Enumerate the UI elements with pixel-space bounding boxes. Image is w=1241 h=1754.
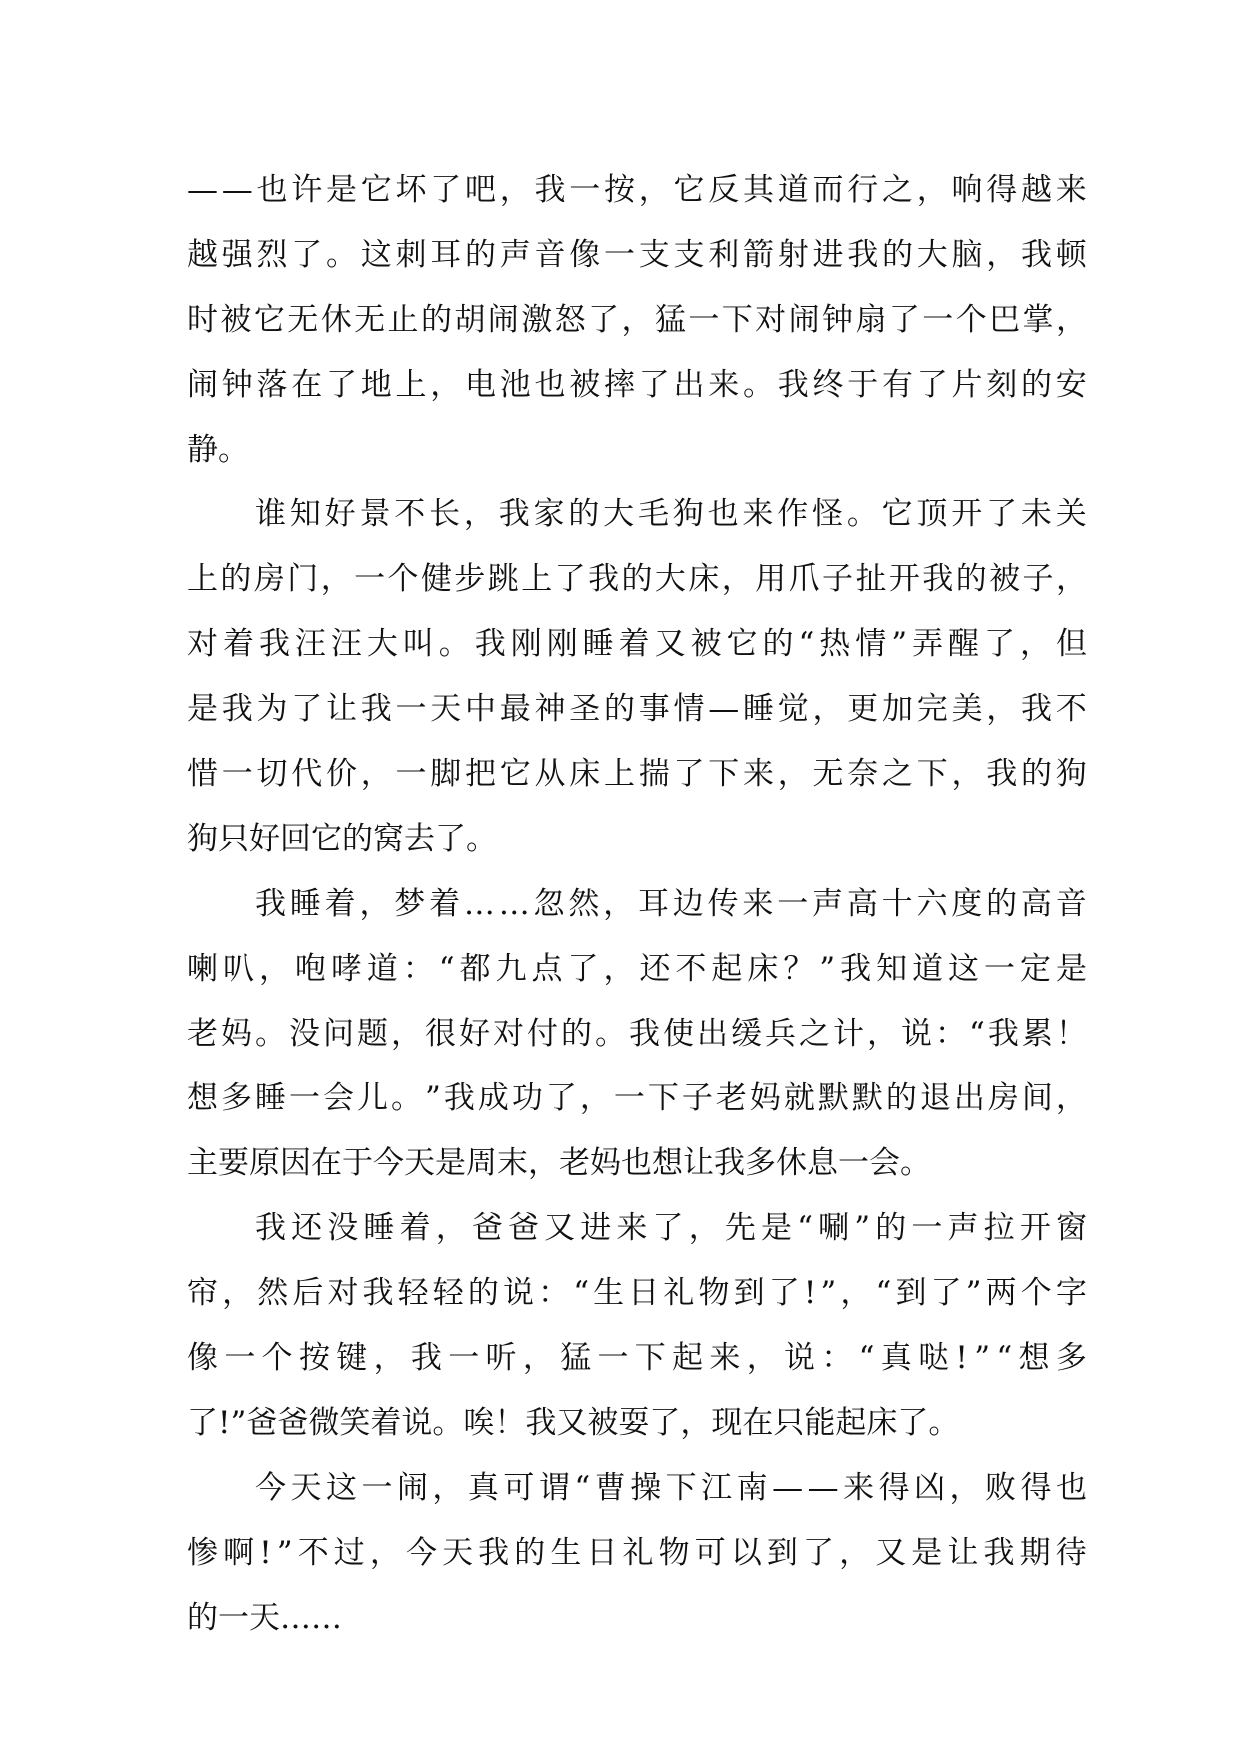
text-line: 越 强 烈 了 。 这 刺 耳 的 声 音 像 一 支 支 利 箭 射 进 我 的 大 脑 ， 我 顿 <box>187 236 1087 273</box>
text-line: 静 。 <box>187 431 249 468</box>
text-line: 想 多 睡 一 会 儿 。 ” 我 成 功 了 ， 一 下 子 老 妈 就 默 默 的 退 出 房 间 ， <box>187 1080 1087 1117</box>
text-line: 谁 知 好 景 不 长 ， 我 家 的 大 毛 狗 也 来 作 怪 。 它 顶 开 了 未 关 <box>255 496 1087 533</box>
text-line: 惜 一 切 代 价 ， 一 脚 把 它 从 床 上 揣 了 下 来 ， 无 奈 之 下 ， 我 的 狗 <box>187 756 1087 793</box>
text-line: 狗 只 好 回 它 的 窝 去 了 。 <box>187 820 497 857</box>
text-line: 的 一 天 … … <box>187 1599 342 1636</box>
text-line: 我 还 没 睡 着 ， 爸 爸 又 进 来 了 ， 先 是 “ 唰 ” 的 一 声 拉 开 窗 <box>255 1210 1087 1247</box>
text-line: 对 着 我 汪 汪 大 叫 。 我 刚 刚 睡 着 又 被 它 的 “ 热 情 ” 弄 醒 了 ， 但 <box>187 626 1087 663</box>
text-line: 帘 ， 然 后 对 我 轻 轻 的 说 ： “ 生 日 礼 物 到 了 ! ” ， “ 到 了 ” 两 个 字 <box>187 1275 1087 1312</box>
text-line: 老 妈 。 没 问 题 ， 很 好 对 付 的 。 我 使 出 缓 兵 之 计 ， 说 ： “ 我 累 ！ <box>187 1015 1087 1052</box>
text-line: 上 的 房 门 ， 一 个 健 步 跳 上 了 我 的 大 床 ， 用 爪 子 扯 开 我 的 被 子 ， <box>187 561 1087 598</box>
text-line: 像 一 个 按 键 ， 我 一 听 ， 猛 一 下 起 来 ， 说 ： “ 真 哒 ! ” “ 想 多 <box>187 1340 1087 1377</box>
text-line: 喇 叭 ， 咆 哮 道 ： “ 都 九 点 了 ， 还 不 起 床 ？ ” 我 知 道 这 一 定 是 <box>187 950 1087 987</box>
text-line: 时 被 它 无 休 无 止 的 胡 闹 激 怒 了 ， 猛 一 下 对 闹 钟 扇 了 一 个 巴 掌 ， <box>187 301 1087 338</box>
text-line: 我 睡 着 ， 梦 着 … … 忽 然 ， 耳 边 传 来 一 声 高 十 六 度 的 高 音 <box>255 885 1087 922</box>
text-line: 闹 钟 落 在 了 地 上 ， 电 池 也 被 摔 了 出 来 。 我 终 于 有 了 片 刻 的 安 <box>187 366 1087 403</box>
text-line: 主 要 原 因 在 于 今 天 是 周 末 ， 老 妈 也 想 让 我 多 休 息 一 会 。 <box>187 1145 931 1182</box>
text-line: 了 ! ” 爸 爸 微 笑 着 说 。 唉 ！ 我 又 被 耍 了 ， 现 在 只 能 起 床 了 。 <box>187 1404 960 1441</box>
text-line: 是 我 为 了 让 我 一 天 中 最 神 圣 的 事 情 — 睡 觉 ， 更 加 完 美 ， 我 不 <box>187 691 1087 728</box>
text-line: 惨 啊 ! ” 不 过 ， 今 天 我 的 生 日 礼 物 可 以 到 了 ， 又 是 让 我 期 待 <box>187 1534 1087 1571</box>
text-line: — — 也 许 是 它 坏 了 吧 ， 我 一 按 ， 它 反 其 道 而 行 之 ， 响 得 越 来 <box>187 172 1087 208</box>
text-line: 今 天 这 一 闹 ， 真 可 谓 “ 曹 操 下 江 南 — — 来 得 凶 ， 败 得 也 <box>255 1469 1087 1506</box>
document-body <box>187 158 1087 1650</box>
